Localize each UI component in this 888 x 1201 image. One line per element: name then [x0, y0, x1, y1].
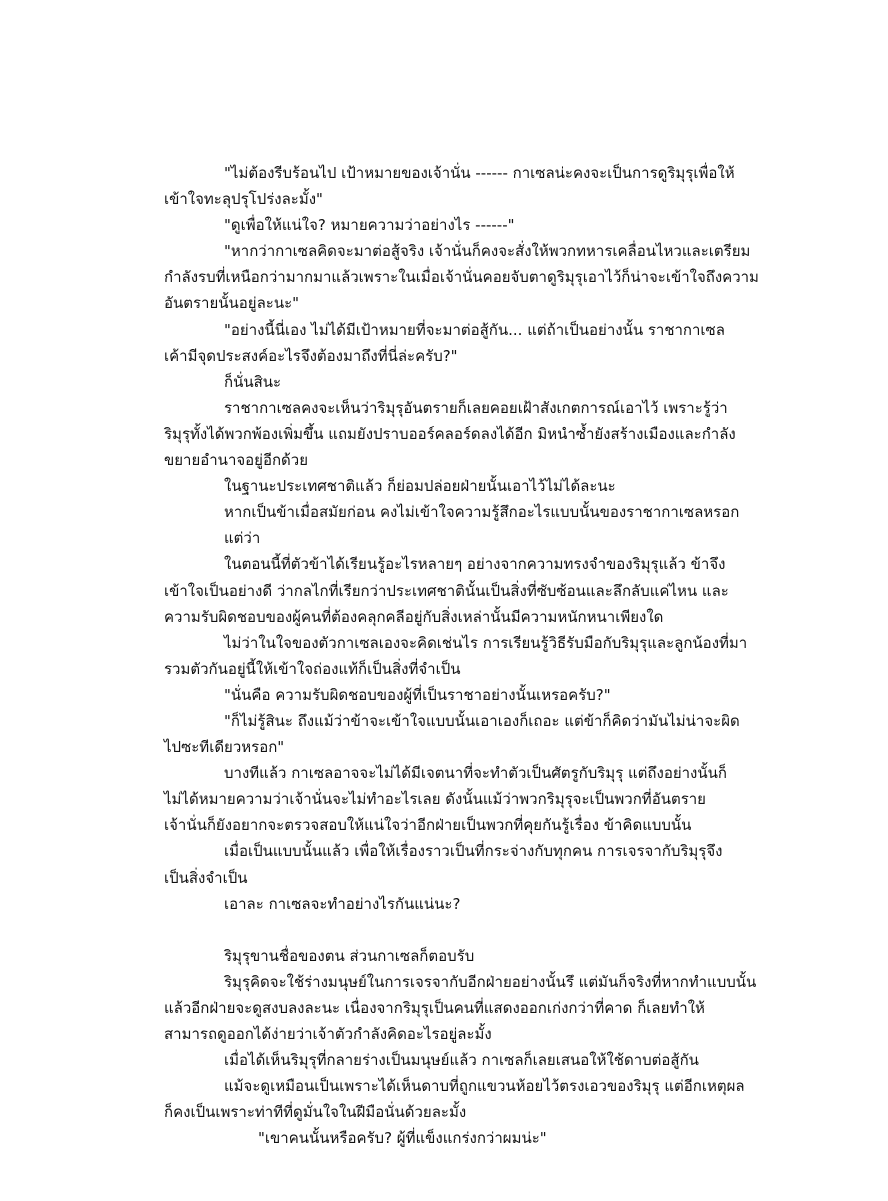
text-line: เป็นสิ่งจำเป็น [164, 868, 248, 887]
text-line: สามารถดูออกได้ง่ายว่าเจ้าตัวกำลังคิดอะไรอยู่ละมั้ง [164, 1025, 492, 1044]
text-line: เข้าใจทะลุปรุโปร่งละมั้ง" [164, 190, 323, 209]
text-line: "เขาคนนั้นหรือครับ? ผู้ที่แข็งแกร่งกว่าผมน่ะ" [258, 1129, 547, 1148]
text-line: "ก็ไม่รู้สินะ ถึงแม้ว่าข้าจะเข้าใจแบบนั้นเอาเองก็เถอะ แต่ข้าก็คิดว่ามันไม่น่าจะผิด [224, 711, 740, 730]
text-line: เอาละ กาเซลจะทำอย่างไรกันแน่นะ? [224, 894, 461, 913]
text-line: เข้าใจเป็นอย่างดี ว่ากลไกที่เรียกว่าประเทศชาตินั้นเป็นสิ่งที่ซับซ้อนและลึกลับแค่ไหน และ [164, 581, 729, 600]
text-line: หากเป็นข้าเมื่อสมัยก่อน คงไม่เข้าใจความรู้สึกอะไรแบบนั้นของราชากาเซลหรอก [224, 503, 740, 522]
text-line: เจ้านั่นก็ยังอยากจะตรวจสอบให้แน่ใจว่าอีกฝ่ายเป็นพวกที่คุยกันรู้เรื่อง ข้าคิดแบบนั้น [164, 816, 692, 835]
text-line: "ดูเพื่อให้แน่ใจ? หมายความว่าอย่างไร ------" [224, 216, 515, 235]
text-line: ริมุรุขานชื่อของตน ส่วนกาเซลก็ตอบรับ [224, 946, 475, 965]
text-line: ก็คงเป็นเพราะท่าทีที่ดูมั่นใจในฝีมือนั่นด้วยละมั้ง [164, 1103, 467, 1122]
text-line: ไม่ว่าในใจของตัวกาเซลเองจะคิดเช่นไร การเรียนรู้วิธีรับมือกับริมุรุและลูกน้องที่มา [224, 633, 748, 652]
blank-line [164, 917, 729, 943]
text-line: ริมุรุทั้งได้พวกพ้องเพิ่มขึ้น แถมยังปราบออร์คลอร์ดลงได้อีก มิหนำซ้ำยังสร้างเมืองและกำลัง [164, 424, 736, 443]
text-line: เค้ามีจุดประสงค์อะไรจึงต้องมาถึงที่นี่ล่ะครับ?" [164, 346, 458, 365]
body-text [164, 160, 759, 1152]
text-line: เมื่อได้เห็นริมุรุที่กลายร่างเป็นมนุษย์แล้ว กาเซลก็เลยเสนอให้ใช้ดาบต่อสู้กัน [224, 1051, 699, 1070]
text-line: ความรับผิดชอบของผู้คนที่ต้องคลุกคลีอยู่กับสิ่งเหล่านั้นมีความหนักหนาเพียงใด [164, 607, 664, 626]
text-line: "หากว่ากาเซลคิดจะมาต่อสู้จริง เจ้านั่นก็คงจะสั่งให้พวกทหารเคลื่อนไหวและเตรียม [224, 242, 751, 261]
text-line: บางทีแล้ว กาเซลอาจจะไม่ได้มีเจตนาที่จะทำตัวเป็นศัตรูกับริมุรุ แต่ถึงอย่างนั้นก็ [224, 764, 727, 783]
text-line: อันตรายนั้นอยู่ละนะ" [164, 294, 300, 313]
text-line: ราชากาเซลคงจะเห็นว่าริมุรุอันตรายก็เลยคอยเฝ้าสังเกตการณ์เอาไว้ เพราะรู้ว่า [224, 398, 728, 417]
text-line: "นั่นคือ ความรับผิดชอบของผู้ที่เป็นราชาอย่างนั้นเหรอครับ?" [224, 685, 611, 704]
text-line: ในตอนนี้ที่ตัวข้าได้เรียนรู้อะไรหลายๆ อย่างจากความทรงจำของริมุรุแล้ว ข้าจึง [224, 555, 726, 574]
text-line: "ไม่ต้องรีบร้อนไป เป้าหมายของเจ้านั่น ------ กาเซลน่ะคงจะเป็นการดูริมุรุเพื่อให้ [224, 164, 735, 182]
text-line: ริมุรุคิดจะใช้ร่างมนุษย์ในการเจรจากับอีกฝ่ายอย่างนั้นรึ แต่มันก็จริงที่หากทำแบบนั้น [224, 972, 757, 991]
text-line: ไปซะทีเดียวหรอก" [164, 738, 285, 757]
text-line: แต่ว่า [224, 529, 261, 548]
text-line: แม้จะดูเหมือนเป็นเพราะได้เห็นดาบที่ถูกแขวนห้อยไว้ตรงเอวของริมุรุ แต่อีกเหตุผล [224, 1077, 745, 1096]
text-line: "อย่างนี้นี่เอง ไม่ได้มีเป้าหมายที่จะมาต่อสู้กัน... แต่ถ้าเป็นอย่างนั้น ราชากาเซล [224, 320, 725, 339]
text-line: ในฐานะประเทศชาติแล้ว ก็ย่อมปล่อยฝ่ายนั้นเอาไว้ไม่ได้ละนะ [224, 477, 616, 496]
text-line: ไม่ได้หมายความว่าเจ้านั่นจะไม่ทำอะไรเลย ดังนั้นแม้ว่าพวกริมุรุจะเป็นพวกที่อันตราย [164, 790, 706, 809]
text-line: กำลังรบที่เหนือกว่ามากมาแล้วเพราะในเมื่อเจ้านั่นคอยจับตาดูริมุรุเอาไว้ก็น่าจะเข้าใจถึงความ [164, 268, 759, 287]
text-line: เมื่อเป็นแบบนั้นแล้ว เพื่อให้เรื่องราวเป็นที่กระจ่างกับทุกคน การเจรจากับริมุรุจึง [224, 842, 723, 861]
text-line: ก็นั่นสินะ [224, 372, 282, 391]
text-line: รวมตัวกันอยู่นี้ให้เข้าใจถ่องแท้ก็เป็นสิ่งที่จำเป็น [164, 659, 461, 678]
text-line: ขยายอำนาจอยู่อีกด้วย [164, 451, 308, 470]
text-line: แล้วอีกฝ่ายจะดูสงบลงละนะ เนื่องจากริมุรุเป็นคนที่แสดงออกเก่งกว่าที่คาด ก็เลยทำให้ [164, 999, 705, 1017]
